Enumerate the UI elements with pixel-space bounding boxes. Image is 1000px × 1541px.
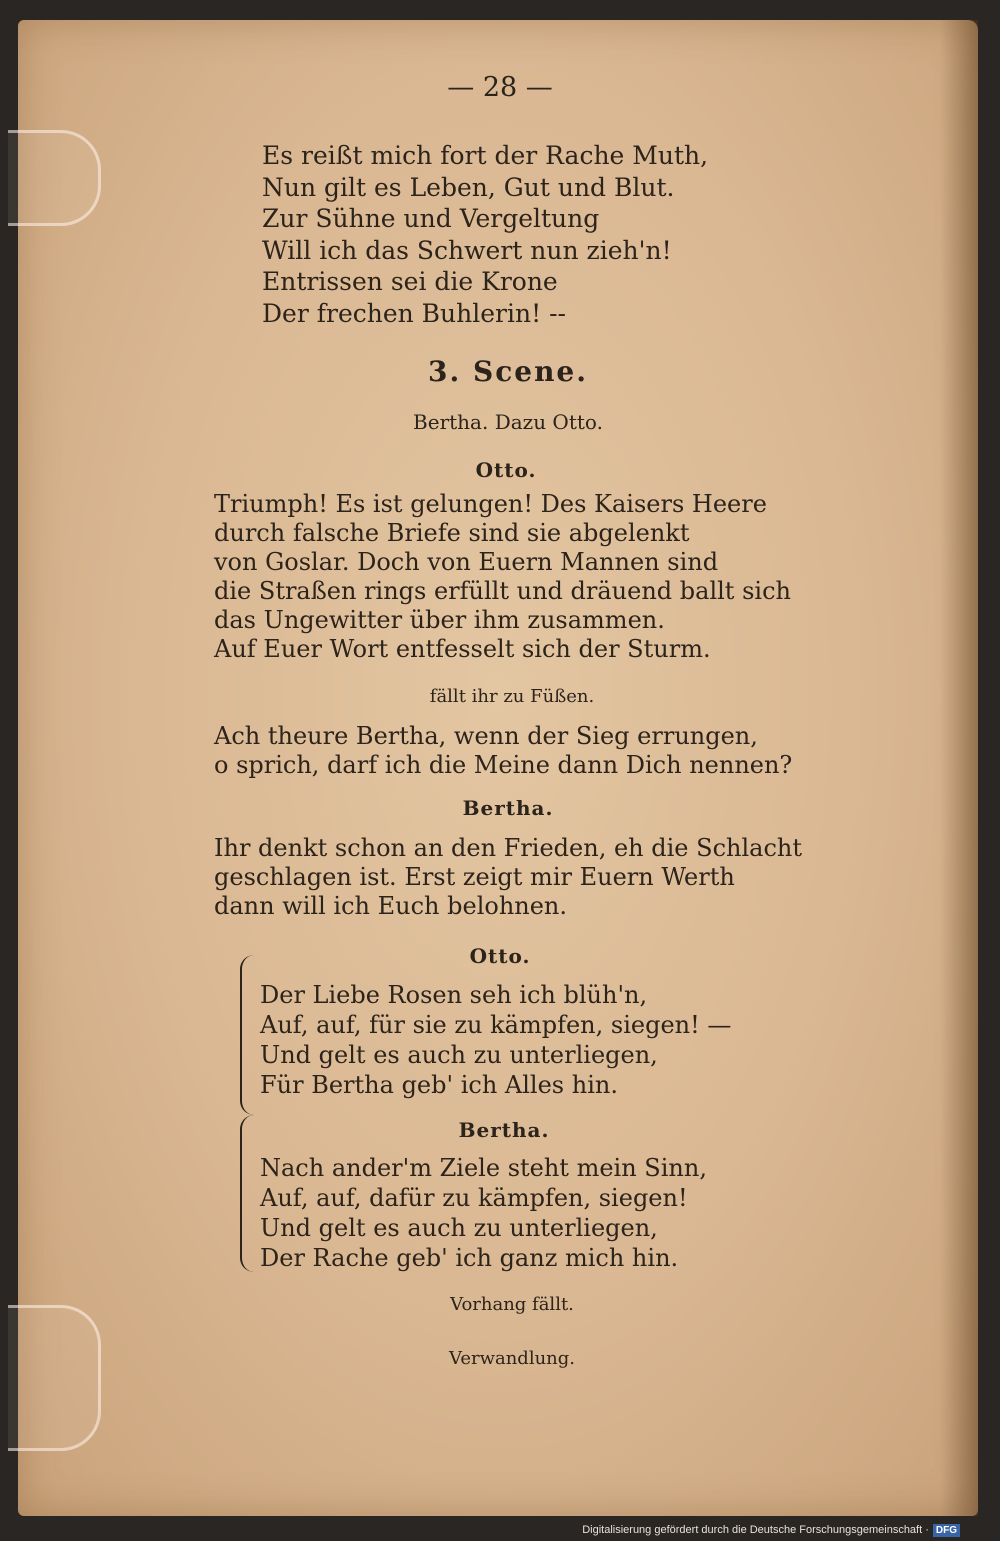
verse-line: Und gelt es auch zu unterliegen, xyxy=(260,1041,658,1069)
prose-line: durch falsche Briefe sind sie abgelenkt xyxy=(214,519,690,547)
credit-text: Digitalisierung gefördert durch die Deutsche Forschungsgemeinschaft · xyxy=(582,1524,929,1536)
verse-line: Zur Sühne und Vergeltung xyxy=(262,204,600,233)
speaker-bertha-duet: Bertha. xyxy=(458,1118,550,1142)
verse-line: Auf, auf, dafür zu kämpfen, siegen! xyxy=(260,1184,688,1212)
prose-line: dann will ich Euch belohnen. xyxy=(214,892,568,920)
verse-line: Der frechen Buhlerin! -- xyxy=(262,298,566,328)
spine-shadow xyxy=(940,20,978,1516)
stage-direction-transformation: Verwandlung. xyxy=(448,1348,576,1369)
prose-line: Triumph! Es ist gelungen! Des Kaisers Heere xyxy=(214,490,767,518)
scene-title: 3. Scene. xyxy=(428,355,588,388)
speaker-otto: Otto. xyxy=(475,458,537,482)
verse-line: Entrissen sei die Krone xyxy=(262,267,558,296)
stage-direction: fällt ihr zu Füßen. xyxy=(429,686,595,707)
opening-verse xyxy=(262,140,708,329)
binding-clip-bottom xyxy=(8,1305,101,1451)
stage-direction-curtain: Vorhang fällt. xyxy=(450,1294,574,1315)
verse-line: Und gelt es auch zu unterliegen, xyxy=(260,1214,658,1242)
verse-line: Auf, auf, für sie zu kämpfen, siegen! — xyxy=(260,1011,732,1039)
prose-line: von Goslar. Doch von Euern Mannen sind xyxy=(214,548,719,576)
otto-speech xyxy=(214,490,791,664)
speaker-otto-duet: Otto. xyxy=(469,944,531,968)
page-number: — 28 — xyxy=(447,72,553,103)
verse-line: Nach ander'm Ziele steht mein Sinn, xyxy=(260,1154,707,1182)
prose-line: o sprich, darf ich die Meine dann Dich nennen? xyxy=(214,751,793,779)
prose-line: Ihr denkt schon an den Frieden, eh die Schlacht xyxy=(214,834,802,862)
prose-line: Auf Euer Wort entfesselt sich der Sturm. xyxy=(214,635,711,663)
duet-brace-top xyxy=(240,955,258,1115)
verse-line: Für Bertha geb' ich Alles hin. xyxy=(260,1071,618,1099)
verse-line: Nun gilt es Leben, Gut und Blut. xyxy=(262,172,675,202)
verse-line: Der Liebe Rosen seh ich blüh'n, xyxy=(260,981,648,1009)
dfg-logo: DFG xyxy=(933,1524,960,1537)
prose-line: geschlagen ist. Erst zeigt mir Euern Werth xyxy=(214,863,735,891)
cast-line: Bertha. Dazu Otto. xyxy=(413,410,603,434)
prose-line: die Straßen rings erfüllt und dräuend ballt sich xyxy=(214,577,791,605)
speaker-bertha: Bertha. xyxy=(462,796,554,820)
binding-clip-top xyxy=(8,130,101,226)
verse-line: Der Rache geb' ich ganz mich hin. xyxy=(260,1244,679,1272)
verse-line: Will ich das Schwert nun zieh'n! xyxy=(262,235,672,265)
bertha-duet-verse xyxy=(260,1153,707,1273)
prose-line: das Ungewitter über ihm zusammen. xyxy=(214,606,665,634)
digitization-credit xyxy=(582,1524,960,1537)
otto-duet-verse xyxy=(260,980,731,1100)
verse-line: Es reißt mich fort der Rache Muth, xyxy=(262,141,709,170)
prose-line: Ach theure Bertha, wenn der Sieg errungen, xyxy=(214,722,758,750)
otto-speech-continued xyxy=(214,722,792,780)
bertha-speech xyxy=(214,834,802,921)
